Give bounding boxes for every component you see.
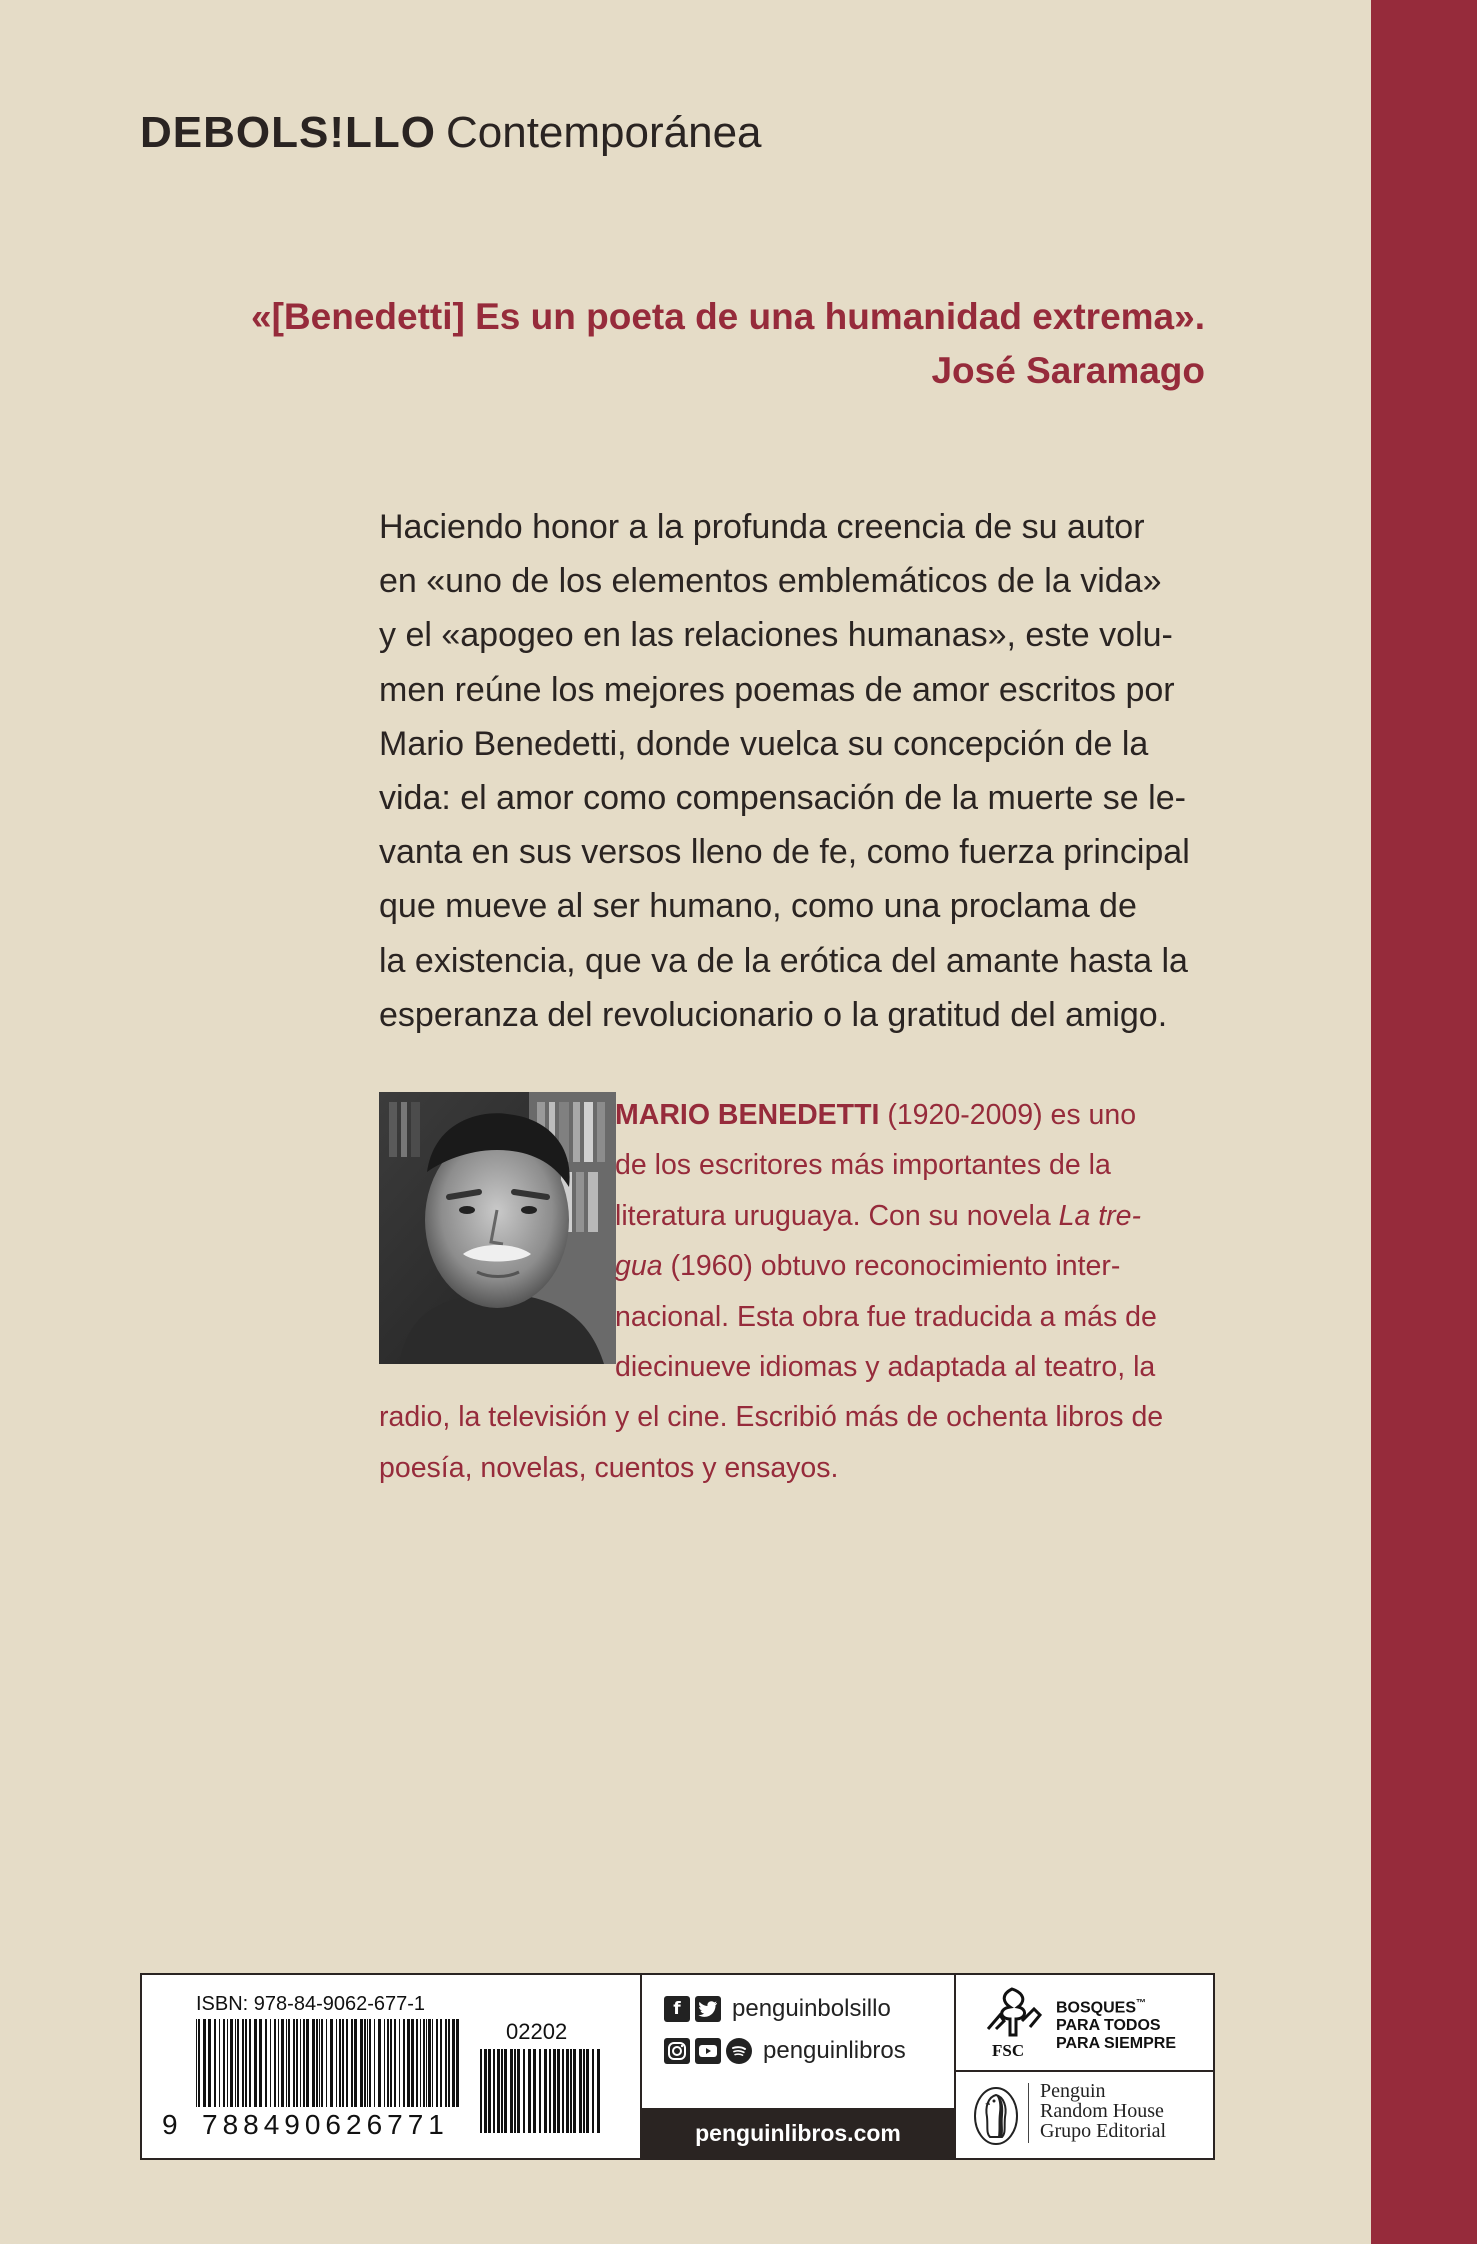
barcode-bar <box>346 2019 348 2107</box>
bio-line: diecinueve idiomas y adaptada al teatro, la <box>615 1351 1156 1384</box>
barcode-bar <box>378 2019 381 2107</box>
barcode-bar <box>497 2049 500 2133</box>
fsc-tree-icon <box>982 1985 1046 2041</box>
bio-line <box>379 1090 1205 1140</box>
quote-author: José Saramago <box>931 350 1205 391</box>
slogan-line: PARA TODOS <box>1056 2017 1161 2035</box>
barcode-bar <box>286 2019 287 2107</box>
barcode-bar <box>219 2019 220 2107</box>
barcode-bar <box>539 2049 541 2133</box>
collection-name: Contemporánea <box>445 108 762 157</box>
barcode-bar <box>254 2019 257 2107</box>
barcode-bar <box>452 2019 455 2107</box>
ean-barcode <box>194 2019 464 2111</box>
barcode-bar <box>369 2019 371 2107</box>
bio-line <box>379 1241 1205 1291</box>
barcode-bar <box>448 2019 450 2107</box>
barcode-bar <box>364 2019 366 2107</box>
description-line: vanta en sus versos lleno de fe, como fuerza principal <box>379 833 1190 872</box>
certification-panel <box>956 1975 1213 2158</box>
barcode-bar <box>484 2049 487 2133</box>
barcode-bar <box>411 2019 414 2107</box>
barcode-bar <box>533 2049 536 2133</box>
barcode-bar <box>553 2049 556 2133</box>
slogan-line: PARA SIEMPRE <box>1056 2035 1177 2053</box>
barcode-bar <box>281 2019 284 2107</box>
fsc-label: FSC <box>992 2041 1025 2060</box>
description-line: en «uno de los elementos emblemáticos de la vida» <box>379 562 1162 601</box>
barcode-bar <box>245 2019 247 2107</box>
description-line: Mario Benedetti, donde vuelca su concepción de la <box>379 724 1149 763</box>
barcode-bar <box>514 2049 516 2133</box>
barcode-bar <box>326 2019 327 2107</box>
barcode-bar <box>360 2019 363 2107</box>
barcode-bar <box>223 2019 225 2107</box>
description-line: men reúne los mejores poemas de amor escritos por <box>379 670 1175 709</box>
author-name: MARIO BENEDETTI <box>615 1099 880 1131</box>
publisher-line: Random House <box>1040 2100 1164 2122</box>
barcode-bar <box>342 2019 344 2107</box>
barcode-bar <box>270 2019 271 2107</box>
facebook-icon[interactable]: f <box>664 1996 690 2022</box>
slogan-word: BOSQUES <box>1056 1999 1137 2017</box>
barcode-bar <box>374 2019 375 2107</box>
publisher-line: Grupo Editorial <box>1040 2120 1167 2142</box>
barcode-bar <box>319 2019 320 2107</box>
barcode-bar <box>354 2019 357 2107</box>
barcode-bar <box>493 2049 495 2133</box>
barcode-bar <box>432 2019 433 2107</box>
barcode-bar <box>488 2049 491 2133</box>
barcode-bar <box>242 2019 244 2107</box>
barcode-bar <box>510 2049 513 2133</box>
publisher-line: Penguin <box>1040 2080 1106 2102</box>
barcode-bar <box>456 2019 459 2107</box>
logo-divider <box>1028 2083 1029 2143</box>
ean-first-digit: 9 <box>162 2109 178 2140</box>
bio-line: poesía, novelas, cuentos y ensayos. <box>379 1451 839 1484</box>
handle-penguinlibros[interactable]: penguinlibros <box>763 2037 906 2064</box>
bosques-slogan <box>1056 1995 1176 2053</box>
novel-title: gua <box>615 1250 663 1283</box>
trademark-mark: ™ <box>1136 1998 1147 2009</box>
barcode-bar <box>523 2049 525 2133</box>
barcode-bar <box>436 2019 438 2107</box>
barcode-bar <box>403 2019 405 2107</box>
barcode-bar <box>303 2019 305 2107</box>
barcode-bar <box>420 2019 421 2107</box>
bio-text: (1920-2009) es uno <box>887 1099 1137 1131</box>
barcode-bar <box>549 2049 551 2133</box>
barcode-bar <box>288 2019 290 2107</box>
barcode-bar <box>394 2019 396 2107</box>
barcode-bar <box>416 2019 418 2107</box>
barcode-bar <box>214 2019 216 2107</box>
ean-digits: 788490626771 <box>202 2109 449 2140</box>
barcode-bar <box>230 2019 233 2107</box>
spotify-icon[interactable] <box>726 2038 752 2064</box>
description-line: la existencia, que va de la erótica del amante hasta la <box>379 941 1188 980</box>
price-code: 02202 <box>506 2019 568 2044</box>
barcode-bar <box>237 2019 239 2107</box>
barcode-bar <box>321 2019 323 2107</box>
handle-penguinbolsillo[interactable]: penguinbolsillo <box>732 1995 891 2022</box>
barcode-bar <box>351 2019 353 2107</box>
back-cover-footer <box>140 1973 1215 2160</box>
barcode-bar <box>573 2049 576 2133</box>
barcode-bar <box>293 2019 295 2107</box>
barcode-bar <box>570 2049 572 2133</box>
barcode-bar <box>296 2019 298 2107</box>
barcode-bar <box>504 2049 507 2133</box>
imprint-brand <box>140 108 762 158</box>
barcode-bar <box>440 2019 442 2107</box>
barcode-bar <box>227 2019 228 2107</box>
barcode-bar <box>249 2019 251 2107</box>
barcode-bar <box>583 2049 585 2133</box>
barcode-bar <box>544 2049 547 2133</box>
barcode-bar <box>426 2019 427 2107</box>
barcode-bar <box>445 2019 447 2107</box>
barcode-bar <box>579 2049 582 2133</box>
description-line: que mueve al ser humano, como una proclama de <box>379 887 1137 926</box>
social-panel <box>642 1975 956 2158</box>
barcode-bar <box>387 2019 389 2107</box>
barcode-panel <box>142 1975 642 2158</box>
book-description <box>379 500 1205 1042</box>
isbn-label: ISBN: 978-84-9062-677-1 <box>196 1993 426 2015</box>
bio-line: de los escritores más importantes de la <box>615 1149 1111 1182</box>
youtube-icon[interactable] <box>695 2038 721 2064</box>
author-bio <box>379 1090 1205 1493</box>
penguin-logo-icon <box>972 2085 1020 2147</box>
barcode-bar <box>306 2019 309 2107</box>
barcode-bar <box>592 2049 594 2133</box>
barcode-bar <box>278 2019 279 2107</box>
bio-line: nacional. Esta obra fue traducida a más de <box>615 1300 1157 1333</box>
barcode-bar <box>557 2049 560 2133</box>
barcode-bar <box>597 2049 600 2133</box>
addon-barcode <box>478 2049 606 2133</box>
barcode-bar <box>274 2019 276 2107</box>
barcode-bar <box>423 2019 425 2107</box>
social-row-libros <box>664 2037 906 2065</box>
barcode-bar <box>480 2049 482 2133</box>
barcode-bar <box>312 2019 315 2107</box>
book-spine <box>1371 0 1477 2244</box>
description-line: vida: el amor como compensación de la muerte se le- <box>379 779 1186 818</box>
bio-text: literatura uruguaya. Con su novela <box>615 1199 1059 1232</box>
brand-name: DEBOLS!LLO <box>140 108 436 157</box>
barcode-bar <box>428 2019 431 2107</box>
slogan-line <box>1056 1995 1176 2017</box>
bio-line <box>379 1191 1205 1241</box>
barcode-bar <box>196 2019 197 2107</box>
barcode-bar <box>198 2019 200 2107</box>
bio-line: radio, la televisión y el cine. Escribió más de ochenta libros de <box>379 1401 1164 1434</box>
barcode-bar <box>562 2049 564 2133</box>
quote-text: «[Benedetti] Es un poeta de una humanidad extrema». <box>251 296 1205 337</box>
website-link[interactable]: penguinlibros.com <box>642 2108 954 2158</box>
twitter-icon[interactable] <box>695 1996 721 2022</box>
instagram-icon[interactable] <box>664 2038 690 2064</box>
barcode-bar <box>586 2049 589 2133</box>
quote-block <box>250 290 1205 398</box>
barcode-bar <box>399 2019 400 2107</box>
novel-title: La tre- <box>1058 1199 1141 1232</box>
description-line: esperanza del revolucionario o la gratitud del amigo. <box>379 995 1168 1034</box>
barcode-bar <box>208 2019 211 2107</box>
barcode-bar <box>265 2019 267 2107</box>
barcode-bar <box>566 2049 569 2133</box>
description-line: y el «apogeo en las relaciones humanas», este volu- <box>379 616 1173 655</box>
publisher-name <box>1040 2081 1166 2141</box>
barcode-bar <box>501 2049 503 2133</box>
barcode-bar <box>517 2049 520 2133</box>
barcode-bar <box>316 2019 318 2107</box>
barcode-bar <box>330 2019 333 2107</box>
barcode-bar <box>336 2019 337 2107</box>
barcode-bar <box>384 2019 385 2107</box>
barcode-bar <box>259 2019 262 2107</box>
social-row-bolsillo <box>664 1995 891 2023</box>
description-line: Haciendo honor a la profunda creencia de su autor <box>379 508 1145 546</box>
barcode-bar <box>390 2019 392 2107</box>
barcode-bar <box>528 2049 531 2133</box>
barcode-bar <box>203 2019 206 2107</box>
barcode-bar <box>235 2019 236 2107</box>
barcode-bar <box>407 2019 410 2107</box>
bio-text: (1960) obtuvo reconocimiento inter- <box>662 1250 1121 1283</box>
barcode-bar <box>339 2019 341 2107</box>
barcode-bar <box>367 2019 368 2107</box>
barcode-bar <box>300 2019 301 2107</box>
fsc-area <box>956 1975 1213 2072</box>
